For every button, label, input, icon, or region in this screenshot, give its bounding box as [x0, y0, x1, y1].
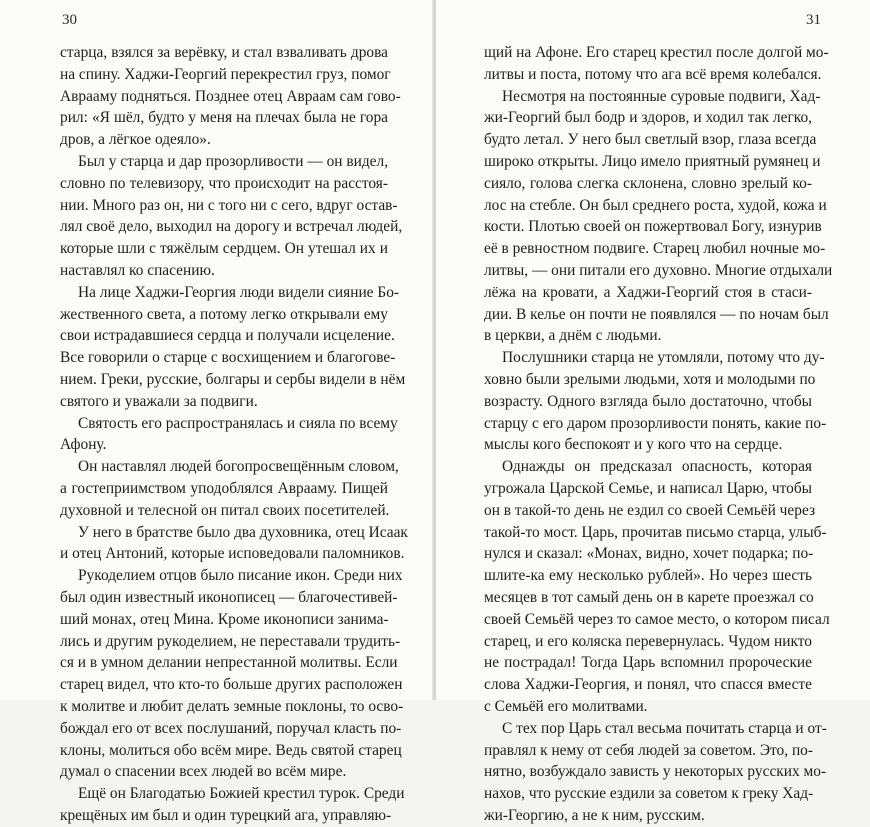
- text-line: шлите-ка ему несколько рублей». Но через шесть: [484, 567, 812, 585]
- text-line: Послушники старца не утомляли, потому что ду-: [502, 349, 825, 367]
- text-line: думал о спасении всех людей во всём мире.: [60, 763, 347, 781]
- text-line: старцу с его даром прозорливости понять, какие по-: [484, 414, 827, 432]
- text-line: Афону.: [60, 436, 107, 454]
- text-line: а гостеприимством уподоблялся Аврааму. Пищей: [60, 479, 388, 497]
- left-page: [0, 0, 434, 824]
- text-line: словно по телевизору, что происходит на расстоя-: [60, 174, 388, 192]
- text-line: литвы и поста, потому что ага всё время колебался.: [484, 65, 822, 83]
- text-line: такой-то мост. Царь, прочитав письмо старца, улыб-: [484, 523, 827, 541]
- text-line: слова Хаджи-Георгия, и понял, что спасся вместе: [484, 676, 812, 694]
- text-line: свои истрадавшиеся сердца и получали исцеление.: [60, 327, 395, 345]
- text-line: своей Семьёй через то самое место, о котором писал: [484, 610, 830, 628]
- text-line: С тех пор Царь стал весьма почитать старца и от-: [502, 719, 827, 737]
- text-line: кости. Плотью своей он пожертвовал Богу, изнурив: [484, 218, 822, 236]
- text-line: лёжа на кровати, а Хаджи-Георгий стоя в стаси-: [484, 283, 812, 301]
- text-line: Аврааму подняться. Позднее отец Авраам сам гово-: [60, 87, 401, 105]
- text-line: он в такой-то день не ездил со своей Семьёй через: [484, 501, 816, 519]
- page-number-left: 30: [62, 12, 77, 28]
- text-line: наставлял ко спасению.: [60, 261, 215, 279]
- text-line: которые шли с тяжёлым сердцем. Он утешал их и: [60, 240, 388, 258]
- text-line: нием. Греки, русские, болгары и сербы видели в нём: [60, 370, 406, 388]
- text-line: Однажды он предсказал опасность, которая: [502, 458, 812, 476]
- page-number-right: 31: [806, 12, 821, 28]
- text-line: Рукоделием отцов было писание икон. Среди них: [78, 567, 403, 585]
- text-line: мыслы кого беспокоят и у кого что на сердце.: [484, 436, 783, 454]
- text-line: её в ревностном подвиге. Старец любил ночные мо-: [484, 240, 826, 258]
- text-line: сияло, голова слегка склонена, словно зрелый ко-: [484, 174, 812, 192]
- text-line: святого и уважали за подвиги.: [60, 392, 258, 410]
- text-line: щий на Афоне. Его старец крестил после долгой мо-: [484, 44, 829, 61]
- right-page-text: [484, 42, 833, 827]
- text-line: Все говорили о старце с восхищением и благогове-: [60, 349, 396, 367]
- text-line: нии. Много раз он, ни с того ни с сего, вдруг остав-: [60, 196, 398, 214]
- text-line: бождал его от всех послушаний, поручал класть по-: [60, 719, 402, 737]
- text-line: Несмотря на постоянные суровые подвиги, Хад-: [502, 87, 821, 105]
- right-page: [436, 0, 870, 824]
- left-page-text: [60, 42, 408, 827]
- text-line: не пострадал! Тогда Царь вспомнил пророческие: [484, 654, 812, 672]
- text-line: Ещё он Благодатью Божией крестил турок. Среди: [78, 785, 405, 803]
- text-line: У него в братстве было два духовника, отец Исаак: [78, 523, 408, 541]
- text-line: жи-Георгию, а не к ним, русским.: [484, 806, 705, 824]
- text-line: лял своё дело, выходил на дорогу и встречал людей,: [60, 218, 403, 236]
- text-line: ший монах, отец Мина. Кроме иконописи занима-: [60, 610, 389, 628]
- text-line: на спину. Хаджи-Георгий перекрестил груз, помог: [60, 65, 391, 83]
- text-line: старца, взялся за верёвку, и стал взваливать дрова: [60, 44, 388, 61]
- text-line: в церкви, а днём с людьми.: [484, 327, 662, 345]
- text-line: Был у старца и дар прозорливости — он видел,: [78, 152, 389, 170]
- text-line: Святость его распространялась и сияла по всему: [78, 414, 398, 432]
- text-line: нахов, что русские ездили за советом к греку Хад-: [484, 785, 814, 803]
- text-line: дии. В келье он почти не появлялся — по ночам был: [484, 305, 829, 323]
- text-line: месяцев в тот самый день он в карете проезжал со: [484, 588, 814, 606]
- text-line: На лице Хаджи-Георгия люди видели сияние Бо-: [78, 283, 400, 301]
- text-line: к молитве и любит делать земные поклоны, то осво-: [60, 697, 404, 715]
- text-line: крещёных им был и один турецкий ага, управляю-: [60, 806, 392, 824]
- text-line: будто летал. У него был светлый взор, глаза всегда: [484, 131, 817, 149]
- text-line: Он наставлял людей богопросвещённым словом,: [78, 458, 399, 476]
- text-line: угрожала Царской Семье, и написал Царю, чтобы: [484, 479, 812, 497]
- text-line: духовной и телесной он питал своих посетителей.: [60, 501, 390, 519]
- text-line: литвы, — они питали его духовно. Многие отдыхали: [484, 261, 833, 279]
- text-line: нулся и сказал: «Монах, видно, хочет подарка; по-: [484, 545, 814, 563]
- text-line: ховно были зрелыми людьми, хотя и молодыми по: [484, 370, 816, 388]
- text-line: широко открыты. Лицо имело приятный румянец и: [484, 152, 821, 170]
- text-line: с Семьёй его молитвами.: [484, 697, 648, 715]
- text-line: жи-Георгий был бодр и здоров, и ходил так легко,: [484, 109, 812, 127]
- text-line: рил: «Я шёл, будто у меня на плечах была не гора: [60, 109, 388, 127]
- text-line: старец видел, что кто-то больше других расположен: [60, 676, 403, 694]
- text-line: дров, а лёгкое одеяло».: [60, 131, 211, 149]
- text-line: возрасту. Одного взгляда было достаточно, чтобы: [484, 392, 812, 410]
- text-line: старец, и его коляска перевернулась. Чудом никто: [484, 632, 812, 650]
- text-line: клоны, молиться обо всём мире. Ведь святой старец: [60, 741, 402, 759]
- text-line: ся и в умном делании непрестанной молитвы. Если: [60, 654, 398, 672]
- text-line: лос на стебле. Он был среднего роста, худой, кожа и: [484, 196, 827, 214]
- text-line: жественного света, а потому легко открывали ему: [60, 305, 388, 323]
- text-line: нятно, возбуждало зависть у некоторых русских мо-: [484, 763, 827, 781]
- text-line: и отец Антоний, которые исповедовали паломников.: [60, 545, 405, 563]
- text-line: правлял к нему от себя людей за советом. Это, по-: [484, 741, 814, 759]
- text-line: лись и другим рукоделием, не переставали трудить-: [60, 632, 401, 650]
- text-line: был один известный иконописец — благочестивей-: [60, 588, 398, 606]
